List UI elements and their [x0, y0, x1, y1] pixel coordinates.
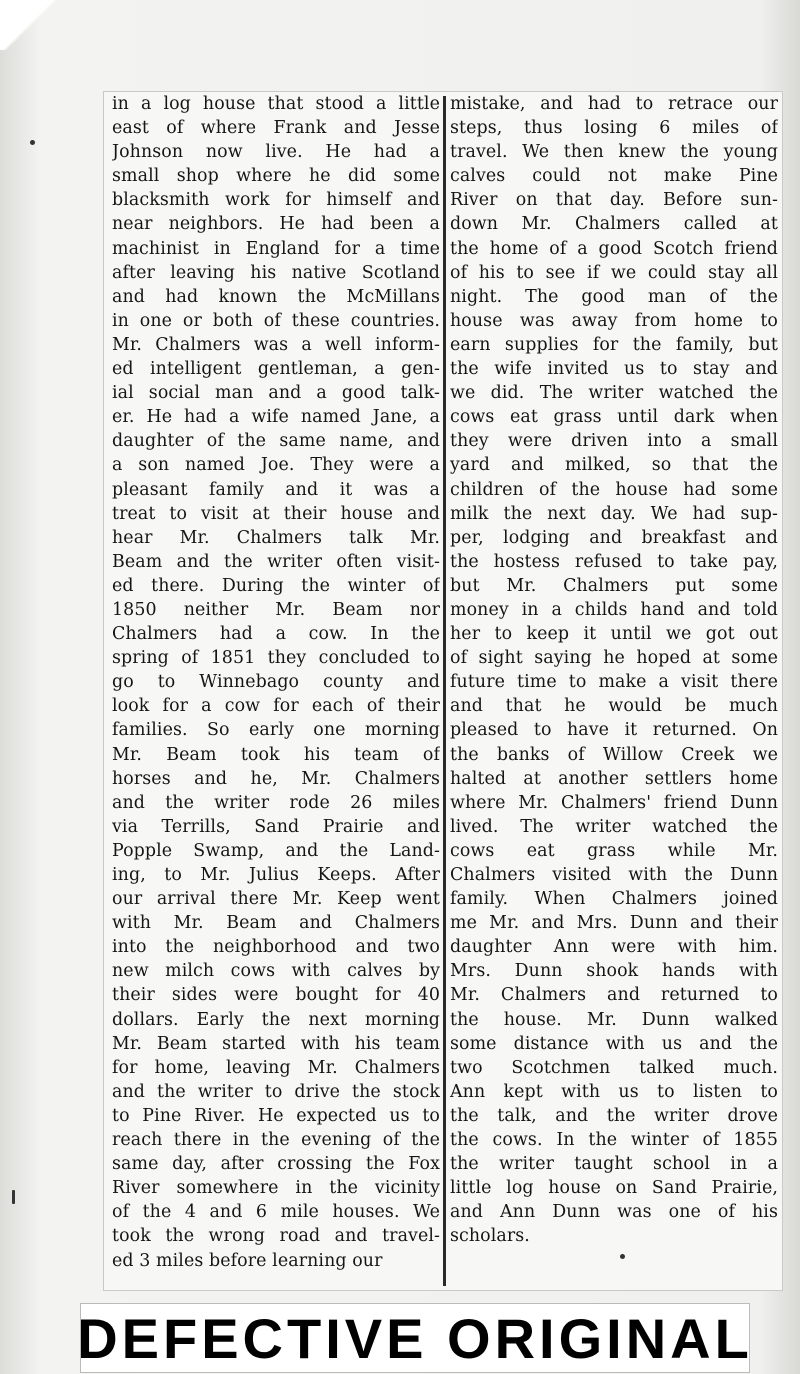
left-column-line: in one or both of these countries. [112, 310, 440, 331]
left-column-line: families. So early one morning [112, 720, 440, 741]
left-column-line: daughter of the same name, and [112, 431, 440, 452]
right-column-line: scholars. [450, 1226, 530, 1247]
left-column-line: ed intelligent gentleman, a gen- [112, 359, 440, 380]
left-column-line: same day, after crossing the Fox [112, 1154, 440, 1175]
right-column-line: steps, thus losing 6 miles of [450, 118, 778, 139]
left-column-line: River somewhere in the vicinity [112, 1178, 440, 1199]
right-column-line: cows eat grass until dark when [450, 407, 778, 428]
right-column-line: the house. Mr. Dunn walked [450, 1009, 778, 1030]
right-column-line: yard and milked, so that the [450, 455, 778, 476]
left-column-line: for home, leaving Mr. Chalmers [112, 1057, 440, 1078]
right-column-line: Chalmers visited with the Dunn [450, 865, 778, 885]
scan-speck [620, 1254, 625, 1259]
left-column-line: new milch cows with calves by [112, 961, 440, 982]
left-column-line: ed there. During the winter of [112, 575, 440, 596]
right-column-line: of sight saying he hoped at some [450, 648, 778, 669]
left-column-line: Beam and the writer often visit- [112, 551, 440, 572]
right-column-line: of his to see if we could stay all [450, 262, 778, 283]
right-column-line: Mrs. Dunn shook hands with [450, 961, 778, 982]
stamp-label: DEFECTIVE ORIGINAL [77, 1306, 753, 1370]
left-text-column [112, 92, 440, 1290]
left-column-line: spring of 1851 they concluded to [112, 648, 440, 669]
right-column-line: lived. The writer watched the [450, 816, 778, 837]
right-column-line: the writer taught school in a [450, 1154, 778, 1175]
left-column-line: a son named Joe. They were a [112, 455, 440, 476]
left-column-line: and the writer to drive the stock [112, 1081, 440, 1102]
left-column-line: Mr. Beam started with his team [112, 1033, 440, 1054]
left-column-line: Mr. Chalmers was a well inform- [112, 334, 440, 355]
scan-corner-fold [0, 0, 60, 50]
left-column-line: blacksmith work for himself and [112, 190, 440, 211]
left-column-line: ed 3 miles before learning our [112, 1250, 383, 1271]
left-column-line: and the writer rode 26 miles [112, 792, 440, 813]
left-column-line: go to Winnebago county and [112, 672, 440, 693]
left-column-line: to Pine River. He expected us to [112, 1105, 440, 1126]
right-column-line: me Mr. and Mrs. Dunn and their [450, 913, 778, 934]
left-column-line: machinist in England for a time [112, 238, 440, 259]
right-column-line: and Ann Dunn was one of his [450, 1202, 778, 1223]
right-column-line: Mr. Chalmers and returned to [450, 985, 778, 1006]
right-column-line: children of the house had some [450, 479, 778, 500]
right-column-line: travel. We then knew the young [450, 142, 778, 163]
right-column-line: mistake, and had to retrace our [450, 94, 778, 114]
right-column-line: we did. The writer watched the [450, 383, 778, 404]
left-column-line: er. He had a wife named Jane, a [112, 407, 440, 428]
scan-speck [12, 1190, 15, 1204]
left-column-line: in a log house that stood a little [112, 94, 440, 114]
scan-speck [30, 140, 35, 145]
right-column-line: the wife invited us to stay and [450, 359, 778, 380]
right-column-line: halted at another settlers home [450, 768, 778, 789]
right-column-line: calves could not make Pine [450, 166, 778, 187]
left-column-line: 1850 neither Mr. Beam nor [112, 599, 440, 620]
right-column-line: down Mr. Chalmers called at [450, 214, 778, 235]
right-column-line: some distance with us and the [450, 1033, 778, 1054]
left-column-line: horses and he, Mr. Chalmers [112, 768, 440, 789]
left-column-line: small shop where he did some [112, 166, 440, 187]
right-column-line: the hostess refused to take pay, [450, 551, 778, 572]
right-column-line: family. When Chalmers joined [450, 889, 778, 910]
newspaper-clipping [104, 92, 782, 1290]
left-column-line: ial social man and a good talk- [112, 383, 440, 404]
right-column-line: but Mr. Chalmers put some [450, 575, 778, 596]
left-column-line: after leaving his native Scotland [112, 262, 440, 283]
right-column-line: the banks of Willow Creek we [450, 744, 778, 765]
column-rule [443, 96, 446, 1286]
left-column-line: of the 4 and 6 mile houses. We [112, 1202, 440, 1223]
left-column-line: Popple Swamp, and the Land- [112, 840, 440, 861]
right-column-line: they were driven into a small [450, 431, 778, 452]
left-column-line: our arrival there Mr. Keep went [112, 889, 440, 910]
left-column-line: via Terrills, Sand Prairie and [112, 816, 440, 837]
right-column-line: earn supplies for the family, but [450, 334, 778, 355]
right-column-line: money in a childs hand and told [450, 599, 778, 620]
left-column-line: treat to visit at their house and [112, 503, 440, 524]
left-column-line: took the wrong road and travel- [112, 1226, 440, 1247]
left-column-line: Chalmers had a cow. In the [112, 624, 440, 645]
left-column-line: hear Mr. Chalmers talk Mr. [112, 527, 440, 548]
right-column-line: and that he would be much [450, 696, 778, 717]
right-column-line: per, lodging and breakfast and [450, 527, 778, 548]
left-column-line: pleasant family and it was a [112, 479, 440, 500]
right-text-column [450, 92, 778, 1290]
right-column-line: two Scotchmen talked much. [450, 1057, 778, 1078]
left-column-line: ing, to Mr. Julius Keeps. After [112, 865, 440, 885]
right-column-line: little log house on Sand Prairie, [450, 1178, 778, 1199]
left-column-line: near neighbors. He had been a [112, 214, 440, 235]
left-column-line: and had known the McMillans [112, 286, 440, 307]
right-column-line: milk the next day. We had sup- [450, 503, 778, 524]
right-column-line: daughter Ann were with him. [450, 937, 778, 958]
left-column-line: their sides were bought for 40 [112, 985, 440, 1006]
right-column-line: where Mr. Chalmers' friend Dunn [450, 792, 778, 813]
right-column-line: River on that day. Before sun- [450, 190, 778, 211]
right-column-line: the talk, and the writer drove [450, 1105, 778, 1126]
left-column-line: reach there in the evening of the [112, 1130, 440, 1151]
right-column-line: the home of a good Scotch friend [450, 238, 778, 259]
right-column-line: pleased to have it returned. On [450, 720, 778, 741]
left-column-line: dollars. Early the next morning [112, 1009, 440, 1030]
right-column-line: Ann kept with us to listen to [450, 1081, 778, 1102]
right-column-line: house was away from home to [450, 310, 778, 331]
right-column-line: future time to make a visit there [450, 672, 778, 693]
left-column-line: east of where Frank and Jesse [112, 118, 440, 139]
left-column-line: Mr. Beam took his team of [112, 744, 440, 765]
right-column-line: the cows. In the winter of 1855 [450, 1130, 778, 1151]
right-column-line: cows eat grass while Mr. [450, 840, 778, 861]
left-column-line: with Mr. Beam and Chalmers [112, 913, 440, 934]
left-column-line: look for a cow for each of their [112, 696, 440, 717]
right-column-line: her to keep it until we got out [450, 624, 778, 645]
left-column-line: into the neighborhood and two [112, 937, 440, 958]
left-column-line: Johnson now live. He had a [112, 142, 440, 163]
defective-original-stamp [77, 1303, 753, 1373]
right-column-line: night. The good man of the [450, 286, 778, 307]
